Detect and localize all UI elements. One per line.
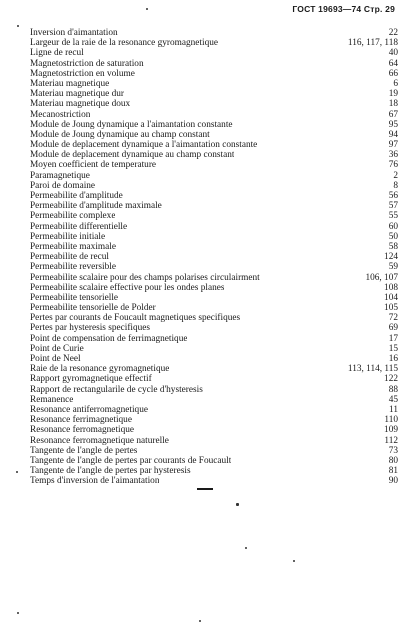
term-index xyxy=(30,28,398,486)
entry-term: Tangente de l'angle de pertes xyxy=(30,445,138,456)
end-separator xyxy=(197,488,213,490)
entry-term: Resonance ferromagnetique xyxy=(30,425,135,436)
entry-term: Paroi de domaine xyxy=(30,180,96,191)
entry-term: Inversion d'aimantation xyxy=(30,28,118,38)
index-entry xyxy=(30,344,398,354)
index-entry xyxy=(30,385,398,395)
entry-pages: 11 xyxy=(389,404,398,415)
entry-pages: 72 xyxy=(388,313,398,324)
entry-pages: 80 xyxy=(388,455,398,466)
entry-term: Permeabilite initiale xyxy=(30,231,106,242)
entry-term: Permeabilite tensorielle xyxy=(30,292,119,303)
entry-term: Materiau magnetique dur xyxy=(30,89,124,100)
index-entry xyxy=(30,466,398,476)
entry-pages: 36 xyxy=(388,150,398,161)
entry-pages: 122 xyxy=(384,374,398,385)
entry-term: Permeabilite maximale xyxy=(30,241,116,252)
entry-term: Permeabilite d'amplitude xyxy=(30,191,123,201)
index-entry xyxy=(30,222,398,232)
entry-pages: 113, 114, 115 xyxy=(347,364,398,375)
entry-pages: 104 xyxy=(384,292,398,303)
entry-term: Moyen coefficient de temperature xyxy=(30,160,157,171)
standard-number: ГОСТ 19693—74 xyxy=(292,4,362,14)
entry-term: Permeabilite tensorielle de Polder xyxy=(30,303,156,314)
entry-term: Magnetostriction de saturation xyxy=(30,58,144,69)
entry-term: Resonance antiferromagnetique xyxy=(30,404,148,415)
index-entry xyxy=(30,150,398,160)
scan-speck xyxy=(17,25,19,27)
entry-pages: 106, 107 xyxy=(365,272,398,283)
index-entry xyxy=(30,110,398,120)
entry-term: Point de Curie xyxy=(30,343,84,354)
entry-term: Pertes par hysteresis specifiques xyxy=(30,323,151,334)
index-entry xyxy=(30,262,398,272)
index-entry xyxy=(30,476,398,486)
entry-pages: 116, 117, 118 xyxy=(347,38,398,49)
scan-speck xyxy=(199,620,201,622)
entry-term: Tangente de l'angle de pertes par courants de Foucault xyxy=(30,455,232,466)
index-entry xyxy=(30,140,398,150)
index-entry xyxy=(30,160,398,170)
index-entry xyxy=(30,252,398,262)
entry-term: Point de Neel xyxy=(30,354,81,364)
entry-term: Permeabilite de recul xyxy=(30,252,109,263)
entry-pages: 19 xyxy=(388,89,398,100)
entry-pages: 76 xyxy=(388,160,398,171)
entry-pages: 45 xyxy=(388,394,398,405)
index-entry xyxy=(30,446,398,456)
entry-pages: 109 xyxy=(384,425,398,436)
entry-pages: 6 xyxy=(393,78,398,89)
index-entry xyxy=(30,59,398,69)
index-entry xyxy=(30,48,398,58)
index-entry xyxy=(30,28,398,38)
index-entry xyxy=(30,364,398,374)
scan-speck xyxy=(245,547,247,549)
entry-pages: 105 xyxy=(384,303,398,314)
entry-term: Module de deplacement dynamique a l'aimantation constante xyxy=(30,140,258,151)
entry-term: Module de deplacement dynamique au champ constant xyxy=(30,150,235,161)
index-entry xyxy=(30,171,398,181)
index-entry xyxy=(30,436,398,446)
entry-pages: 94 xyxy=(388,129,398,140)
entry-term: Ligne de recul xyxy=(30,48,84,59)
index-entry xyxy=(30,201,398,211)
entry-pages: 56 xyxy=(388,191,398,201)
entry-term: Pertes par courants de Foucault magnetiques specifiques xyxy=(30,313,241,324)
entry-pages: 57 xyxy=(388,201,398,212)
entry-pages: 67 xyxy=(388,109,398,120)
entry-pages: 18 xyxy=(388,99,398,110)
entry-term: Module de Joung dynamique a l'aimantation constante xyxy=(30,119,233,130)
scan-speck xyxy=(293,560,295,562)
entry-term: Permeabilite complexe xyxy=(30,211,116,222)
entry-pages: 97 xyxy=(388,140,398,151)
entry-term: Temps d'inversion de l'aimantation xyxy=(30,476,160,487)
scan-speck xyxy=(17,612,19,614)
entry-term: Rapport gyromagnetique effectif xyxy=(30,374,152,385)
index-entry xyxy=(30,79,398,89)
index-entry xyxy=(30,99,398,109)
entry-term: Module de Joung dynamique au champ constant xyxy=(30,129,210,140)
index-entry xyxy=(30,425,398,435)
entry-pages: 81 xyxy=(388,466,398,477)
index-entry xyxy=(30,323,398,333)
entry-pages: 17 xyxy=(388,333,398,344)
index-entry xyxy=(30,181,398,191)
index-entry xyxy=(30,38,398,48)
index-entry xyxy=(30,191,398,201)
entry-term: Paramagnetique xyxy=(30,170,90,181)
entry-term: Mecanostriction xyxy=(30,109,91,120)
entry-pages: 22 xyxy=(388,28,398,38)
index-entry xyxy=(30,232,398,242)
index-entry xyxy=(30,303,398,313)
index-entry xyxy=(30,334,398,344)
entry-term: Rapport de rectangularile de cycle d'hysteresis xyxy=(30,384,203,395)
entry-term: Resonance ferrimagnetique xyxy=(30,415,132,426)
entry-pages: 40 xyxy=(388,48,398,59)
page-label: Стр. 29 xyxy=(363,4,395,14)
entry-term: Materiau magnetique doux xyxy=(30,99,131,110)
entry-pages: 66 xyxy=(388,68,398,79)
entry-term: Magnetostriction en volume xyxy=(30,68,135,79)
entry-pages: 88 xyxy=(388,384,398,395)
entry-pages: 73 xyxy=(388,445,398,456)
entry-pages: 90 xyxy=(388,476,398,487)
entry-term: Resonance ferromagnetique naturelle xyxy=(30,435,169,446)
index-entry xyxy=(30,354,398,364)
entry-term: Permeabilite differentielle xyxy=(30,221,128,232)
entry-pages: 64 xyxy=(388,58,398,69)
entry-pages: 95 xyxy=(388,119,398,130)
entry-pages: 112 xyxy=(384,435,398,446)
entry-pages: 69 xyxy=(388,323,398,334)
index-entry xyxy=(30,69,398,79)
index-entry xyxy=(30,456,398,466)
scan-speck xyxy=(146,8,148,10)
index-entry xyxy=(30,130,398,140)
entry-term: Materiau magnetique xyxy=(30,78,110,89)
entry-pages: 8 xyxy=(393,180,398,191)
entry-pages: 110 xyxy=(384,415,398,426)
scan-speck xyxy=(236,503,239,506)
entry-pages: 59 xyxy=(388,262,398,273)
entry-term: Largeur de la raie de la resonance gyromagnetique xyxy=(30,38,218,49)
entry-pages: 58 xyxy=(388,241,398,252)
index-entry xyxy=(30,120,398,130)
entry-term: Permeabilite scalaire pour des champs polarises circulairment xyxy=(30,272,260,283)
index-entry xyxy=(30,405,398,415)
entry-pages: 16 xyxy=(388,354,398,364)
page-header xyxy=(292,4,395,14)
entry-pages: 124 xyxy=(384,252,398,263)
entry-pages: 60 xyxy=(388,221,398,232)
entry-term: Permeabilite reversible xyxy=(30,262,116,273)
index-entry xyxy=(30,89,398,99)
index-entry xyxy=(30,313,398,323)
entry-pages: 108 xyxy=(384,282,398,293)
index-entry xyxy=(30,374,398,384)
index-entry xyxy=(30,293,398,303)
scan-speck xyxy=(16,471,18,473)
index-entry xyxy=(30,211,398,221)
entry-term: Permeabilite scalaire effective pour les ondes planes xyxy=(30,282,225,293)
index-entry xyxy=(30,395,398,405)
entry-pages: 15 xyxy=(388,343,398,354)
index-entry xyxy=(30,415,398,425)
entry-term: Remanence xyxy=(30,394,74,405)
entry-term: Raie de la resonance gyromagnetique xyxy=(30,364,170,375)
index-entry xyxy=(30,283,398,293)
entry-pages: 50 xyxy=(388,231,398,242)
entry-pages: 2 xyxy=(393,170,398,181)
entry-pages: 55 xyxy=(388,211,398,222)
entry-term: Point de compensation de ferrimagnetique xyxy=(30,333,188,344)
entry-term: Tangente de l'angle de pertes par hysteresis xyxy=(30,466,191,477)
entry-term: Permeabilite d'amplitude maximale xyxy=(30,201,162,212)
index-entry xyxy=(30,242,398,252)
index-entry xyxy=(30,273,398,283)
